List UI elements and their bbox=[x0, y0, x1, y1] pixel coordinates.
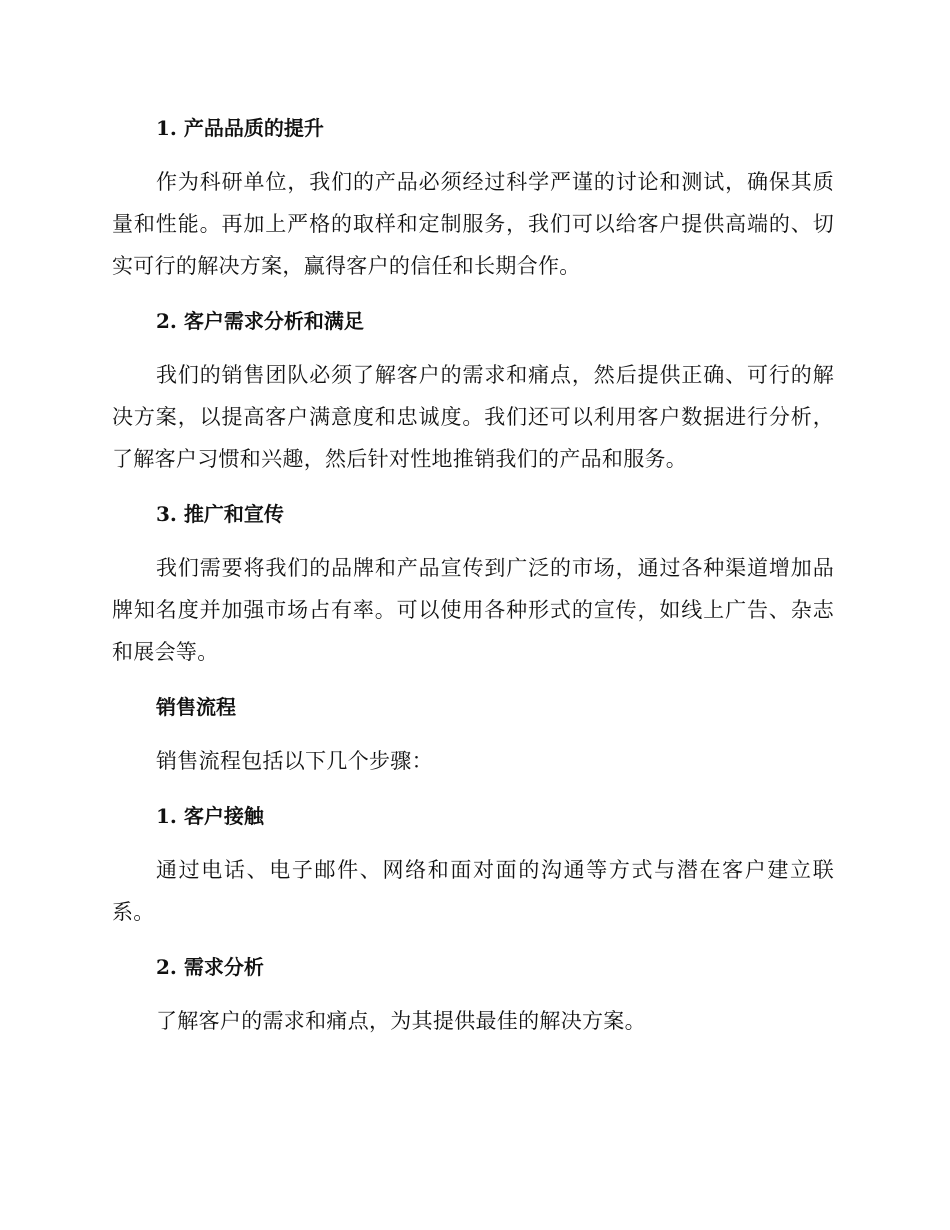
section-heading-sales-process: 销售流程 bbox=[156, 695, 236, 719]
section-heading-needs-analysis: 2. 需求分析 bbox=[156, 955, 264, 979]
section-paragraph-customer-needs: 我们的销售团队必须了解客户的需求和痛点，然后提供正确、可行的解决方案，以提高客户满意度和忠诚度。我们还可以利用客户数据进行分析，了解客户习惯和兴趣，然后针对性地推销我们的产品和服务。 bbox=[112, 363, 834, 471]
section-paragraph-sales-process: 销售流程包括以下几个步骤： bbox=[156, 749, 433, 773]
section-heading-promotion: 3. 推广和宣传 bbox=[156, 502, 284, 526]
section-paragraph-product-quality: 作为科研单位，我们的产品必须经过科学严谨的讨论和测试，确保其质量和性能。再加上严格的取样和定制服务，我们可以给客户提供高端的、切实可行的解决方案，赢得客户的信任和长期合作。 bbox=[112, 170, 834, 278]
section-paragraph-customer-contact: 通过电话、电子邮件、网络和面对面的沟通等方式与潜在客户建立联系。 bbox=[112, 858, 834, 924]
document-page bbox=[112, 108, 834, 1042]
section-heading-product-quality: 1. 产品品质的提升 bbox=[156, 116, 324, 140]
section-paragraph-promotion: 我们需要将我们的品牌和产品宣传到广泛的市场，通过各种渠道增加品牌知名度并加强市场占有率。可以使用各种形式的宣传，如线上广告、杂志和展会等。 bbox=[112, 556, 834, 664]
section-paragraph-needs-analysis: 了解客户的需求和痛点，为其提供最佳的解决方案。 bbox=[156, 1009, 646, 1033]
section-heading-customer-contact: 1. 客户接触 bbox=[156, 804, 264, 828]
section-heading-customer-needs: 2. 客户需求分析和满足 bbox=[156, 309, 364, 333]
